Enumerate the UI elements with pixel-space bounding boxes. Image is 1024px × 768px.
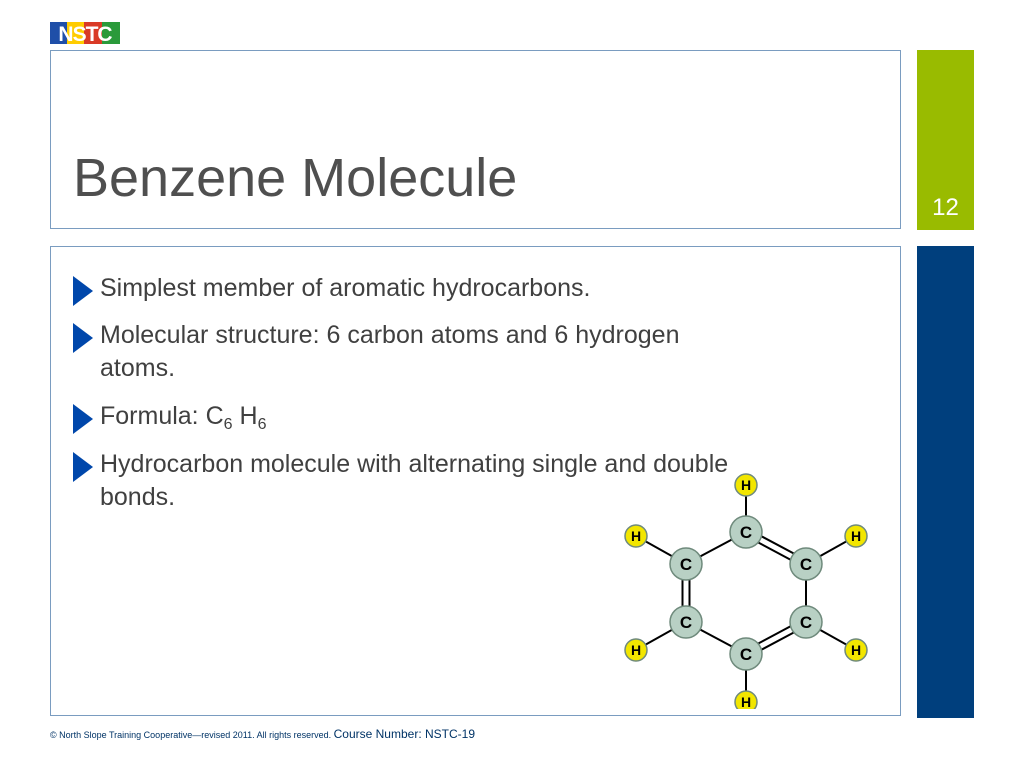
- slide-title: Benzene Molecule: [73, 148, 518, 208]
- bullet-triangle-icon: [73, 452, 93, 482]
- slide-number: 12: [932, 194, 959, 221]
- bullet-triangle-icon: [73, 404, 93, 434]
- bullet-text: Hydrocarbon molecule with alternating single and double bonds.: [100, 450, 729, 511]
- accent-bar-blue: [917, 246, 974, 718]
- footer: [50, 727, 475, 741]
- hydrogen-atom-label: H: [850, 528, 862, 545]
- title-box: [50, 50, 901, 229]
- bullet-text: Simplest member of aromatic hydrocarbons.: [100, 274, 591, 302]
- carbon-atom-label: C: [679, 613, 693, 633]
- carbon-atom-label: C: [679, 555, 693, 575]
- footer-copyright: © North Slope Training Cooperative—revised 2011. All rights reserved.: [50, 730, 332, 740]
- formula-hydrogen: H: [232, 402, 258, 430]
- carbon-atom-label: C: [799, 555, 813, 575]
- footer-course-number: Course Number: NSTC-19: [333, 727, 475, 741]
- benzene-molecule-diagram: [611, 473, 911, 709]
- formula-carbon-count: 6: [223, 416, 233, 433]
- carbon-atom-label: C: [739, 645, 753, 665]
- bullet-item: [71, 319, 731, 385]
- carbon-atom-label: C: [799, 613, 813, 633]
- formula-carbon: C: [205, 402, 224, 430]
- hydrogen-atom-label: H: [740, 477, 752, 494]
- carbon-atom-label: C: [739, 523, 753, 543]
- formula-hydrogen-count: 6: [257, 416, 267, 433]
- hydrogen-atom-label: H: [850, 642, 862, 659]
- formula-prefix: Formula:: [100, 402, 206, 430]
- hydrogen-atom-label: H: [630, 642, 642, 659]
- bullet-text: Molecular structure: 6 carbon atoms and 6 hydrogen atoms.: [100, 321, 680, 382]
- bullet-item: [71, 400, 731, 441]
- bullet-item: [71, 272, 731, 305]
- bullet-formula: [71, 400, 731, 441]
- hydrogen-atom-label: H: [740, 694, 752, 709]
- hydrogen-atom-label: H: [630, 528, 642, 545]
- nstc-logo: [50, 22, 120, 44]
- bullet-triangle-icon: [73, 323, 93, 353]
- logo-text: NSTC: [58, 23, 112, 44]
- bullet-triangle-icon: [73, 276, 93, 306]
- content-box: [50, 246, 901, 716]
- accent-bar-green: [917, 50, 974, 230]
